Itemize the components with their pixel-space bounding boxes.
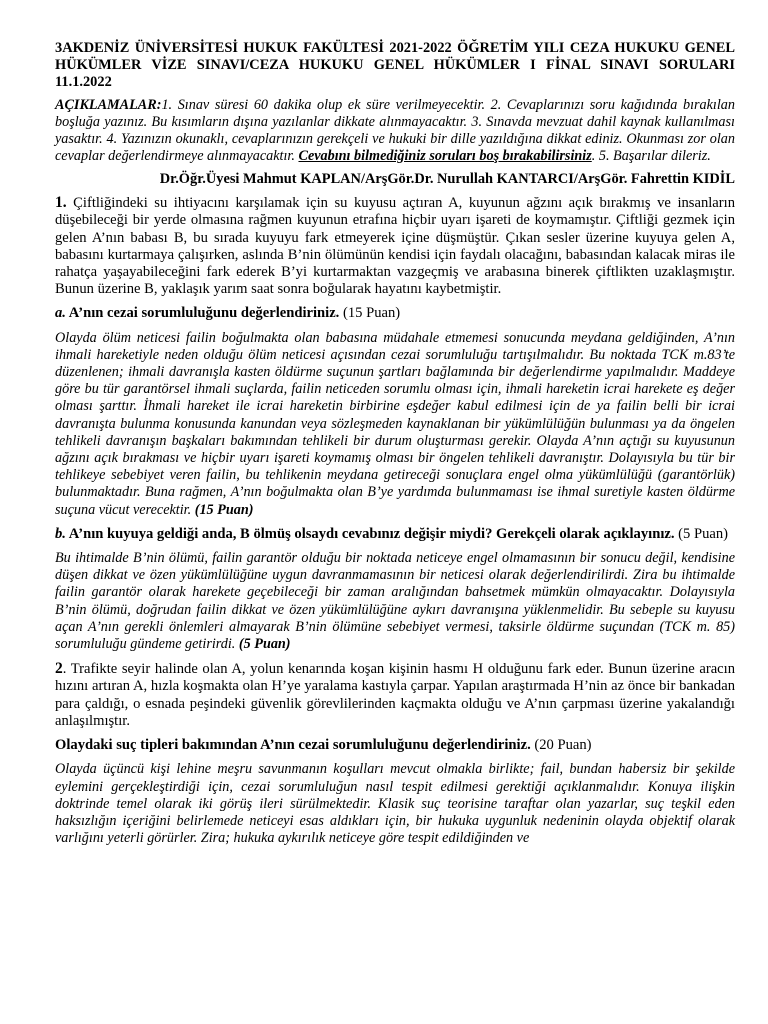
question-1b-letter: b. (55, 525, 66, 542)
question-1b (55, 526, 735, 543)
question-2-text: . Trafikte seyir halinde olan A, yolun kenarında koşan kişinin hasmı H olduğunu fark eder. Bunun üzerine aracın hızını artıran A, hızla koşmakta olan H’ye yaralama kastıyla çarpar. Yapılan araştırmada H’nin az önce bir bankadan para çaldığı, o esnada peşindeki güvenlik görevlilerinden kaçmakta olduğu ve A’nın çarpması üzerine yakalandığı anlaşılmıştır. (55, 661, 735, 729)
explanations-text: 1. Sınav süresi 60 dakika olup ek süre verilmeyecektir. 2. Cevaplarınızı soru kağıdında bırakılan boşluğa yazınız. Bu kısımların dışına yazılanlar dikkate alınmayacaktır. 3. Sınavda mevzuat dahil kaynak kullanılması yasaktır. 4. Yazınızın okunaklı, cevaplarınızın gerekçeli ve hukuki bir dille yazıldığına dikkat ediniz. Okunması zor olan cevaplar değerlendirmeye alınmayacaktır. (55, 97, 735, 164)
answer-1a (55, 330, 735, 519)
answer-2: Olayda üçüncü kişi lehine meşru savunmanın koşulları mevcut olmakla birlikte; fail, bundan habersiz bir şekilde eylemini gerçekleştirdiği için, cezai sorumluluğun nasıl tespit edilmesi gerektiği açıklanmalıdır. Konuya ilişkin doktrinde temel olarak iki görüş ileri sürülmektedir. Klasik suç teorisine taraftar olan yazarlar, suç teşkil eden haksızlığın içeriğini belirlemede neticeyi esas aldıkları için, bir hukuka uygunluk nedeninin olayda objektif olarak varlığını yeterli görürler. Zira; hukuka aykırılık neticeye göre tespit edildiğinden ve (55, 761, 735, 847)
question-1-text: Çiftliğindeki su ihtiyacını karşılamak için su kuyusu açtıran A, kuyunun ağzını açık bırakmış ve insanların düşebileceği bir yerde olmasına rağmen kuyunun etrafına hiçbir uyarı işareti de koymamıştır. Çiftliği gezmek için gelen A’nın babası B, bu sırada kuyuyu fark etmeyerek içine düşmüştür. Çıkan sesler üzerine kuyuya gelen A, babasını kurtarmaya çalışırken, aslında B’nin ölümünün kendisi için faydalı olacağını, babasından kalacak miras ile rahatça yaşayabileceğini fark ederek B’yi kurtarmaktan vazgeçmiş ve arabasına binerek çiftlikten uzaklaşmıştır. Bunun üzerine B, yaklaşık yarım saat sonra boğularak hayatını kaybetmiştir. (55, 195, 735, 298)
question-2-number: 2 (55, 660, 63, 678)
question-2 (55, 660, 735, 730)
answer-1a-text: Olayda ölüm neticesi failin boğulmakta olan babasına müdahale etmemesi sonucunda meydana geldiğinden, A’nın ihmali hareketiyle neden olduğu ölüm neticesi açısından cezai sorumluluğu tartışılmalıdır. Bu noktada TCK m.83’te düzenlenen; ihmali davranışla kasten öldürme suçunun şartları bağlamında bir değerlendirme yapılmalıdır. Maddeye göre bu tür garantörsel ihmali suçlarda, failin neticeden sorumlu olması için, ihmali hareketin icrai harekete eş değer olması şarttır. İhmali hareket ile icrai hareketin birbirine eşdeğer kabul edilmesi için de ya failin belli bir icrai davranışta bulunma konusunda kanundan veya sözleşmeden kaynaklanan bir yükümlülüğün bulunması ya da öngelen tehlikeli davranışın başkaları bakımından tehlikeli bir durum oluşturması gerekir. Olayda A’nın açtığı su kuyusunun ağzını açık bırakması ve hiçbir uyarı işareti koymamış olması bir öngelen tehlikeli davranıştır. Dolayısıyla bu tür bir tehlikeye sebebiyet veren failin, bu tehlikenin meydana getireceği sonuçlara engel olma yükümlülüğü (garantörlük) bulunmaktadır. Buna rağmen, A’nın boğulmakta olan B’ye yardımda bulunmaması ise ihmal suretiyle kasten öldürme suçuna vücut verecektir. (55, 329, 735, 518)
answer-1b-text: Bu ihtimalde B’nin ölümü, failin garantör olduğu bir noktada neticeye engel olmamasının bir sonucu değil, kendisine düşen dikkat ve özen yükümlülüğüne uygun davranmamasının bir neticesi olarak değerlendirilirdi. Zira bu ihtimalde failin garantör olarak harekete geçebileceği bir zaman aralığından bahsetmek mümkün olmayacaktır. Dolayısıyla B’nin ölümü, doğrudan failin dikkat ve özen yükümlülüğüne aykırı davranışına yüklenmelidir. Bu sebeple su kuyusu açan A’nın gerekli önlemleri almayarak B’nin ölümüne sebebiyet vermesi, taksirle öldürme suçundan (TCK m. 85) sorumluluğu gündeme getirirdi. (55, 550, 735, 653)
explanations-label: AÇIKLAMALAR: (55, 97, 162, 113)
exam-title: 3AKDENİZ ÜNİVERSİTESİ HUKUK FAKÜLTESİ 2021-2022 ÖĞRETİM YILI CEZA HUKUKU GENEL HÜKÜMLER VİZE SINAVI/CEZA HUKUKU GENEL HÜKÜMLER I FİNAL SINAVI SORULARI 11.1.2022 (55, 40, 735, 90)
question-1b-text: A’nın kuyuya geldiği anda, B ölmüş olsaydı cevabınız değişir miydi? Gerekçeli olarak açıklayınız. (65, 525, 675, 542)
question-1b-points: (5 Puan) (674, 525, 729, 542)
question-1a-text: A’nın cezai sorumluluğunu değerlendiriniz. (65, 305, 340, 322)
question-2-prompt (55, 737, 735, 754)
question-2-prompt-text: Olaydaki suç tipleri bakımından A’nın cezai sorumluluğunu değerlendiriniz. (55, 737, 531, 754)
answer-1b-points: (5 Puan) (238, 636, 291, 653)
question-2-points: (20 Puan) (530, 737, 592, 754)
explanations-tail: . 5. Başarılar dileriz. (591, 148, 711, 164)
question-1a-points: (15 Puan) (339, 305, 401, 322)
question-1a-letter: a. (55, 305, 66, 322)
explanations (55, 97, 735, 165)
question-1 (55, 194, 735, 298)
authors-line: Dr.Öğr.Üyesi Mahmut KAPLAN/ArşGör.Dr. Nurullah KANTARCI/ArşGör. Fahrettin KIDİL (159, 171, 735, 187)
answer-1b (55, 550, 735, 653)
question-1a (55, 305, 735, 322)
explanations-underlined: Cevabını bilmediğiniz soruları boş bırakabilirsiniz (298, 148, 592, 164)
answer-1a-points: (15 Puan) (194, 501, 254, 518)
question-1-number: 1. (55, 194, 67, 212)
